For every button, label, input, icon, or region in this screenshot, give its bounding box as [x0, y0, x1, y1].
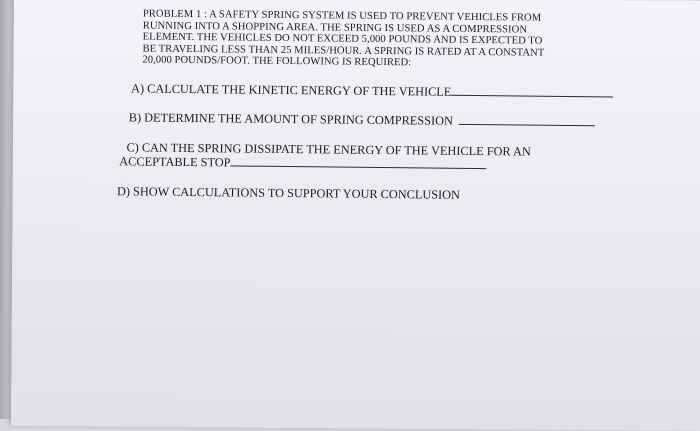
question-a	[131, 81, 613, 100]
problem-line-3: ELEMENT. THE VEHICLES DO NOT EXCEED 5,000 POUNDS AND IS EXPECTED TO	[142, 31, 543, 47]
problem-statement	[142, 9, 663, 72]
question-d	[117, 184, 460, 202]
problem-line-4: BE TRAVELING LESS THAN 25 MILES/HOUR. A SPRING IS RATED AT A CONSTANT	[142, 43, 545, 59]
question-c-continued	[119, 154, 486, 172]
answer-blank-c	[230, 155, 486, 169]
problem-line-1: PROBLEM 1 : A SAFETY SPRING SYSTEM IS USED TO PREVENT VEHICLES FROM	[142, 8, 542, 24]
question-a-text: A) CALCULATE THE KINETIC ENERGY OF THE VEHICLE	[131, 81, 452, 99]
question-b-text: B) DETERMINE THE AMOUNT OF SPRING COMPRESSION	[128, 110, 453, 128]
answer-blank-a	[451, 85, 613, 98]
answer-blank-b	[459, 114, 595, 126]
problem-line-5: 20,000 POUNDS/FOOT. THE FOLLOWING IS REQUIRED:	[142, 54, 412, 69]
question-c-text-line-2: ACCEPTABLE STOP	[119, 154, 231, 170]
problem-line-2: RUNNING INTO A SHOPPING AREA. THE SPRING IS USED AS A COMPRESSION	[142, 20, 528, 36]
question-b	[129, 110, 595, 129]
question-d-text: D) SHOW CALCULATIONS TO SUPPORT YOUR CONCLUSION	[116, 184, 461, 202]
question-c-text-line-1: C) CAN THE SPRING DISSIPATE THE ENERGY OF THE VEHICLE FOR AN	[126, 140, 531, 159]
